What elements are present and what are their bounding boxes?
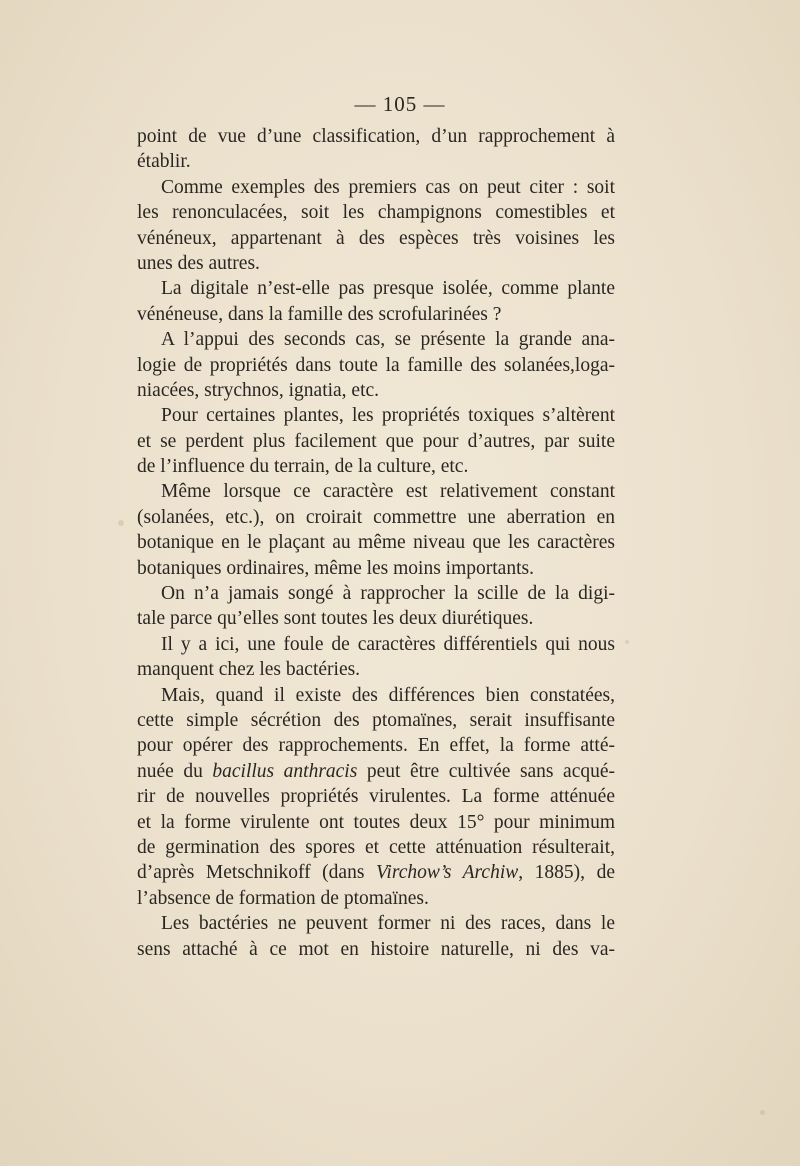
text-line: point de vue d’une classification, d’un rapprochement à <box>137 126 615 147</box>
text-line: (solanées, etc.), on croirait commettre une aberration en <box>137 506 615 528</box>
paper-spot <box>118 520 124 526</box>
text-segment: peut être cultivée sans acqué- <box>357 760 616 782</box>
italic-title: Virchow’s Archiw <box>375 862 519 884</box>
text-line: et se perdent plus facilement que pour d’autres, par suite <box>137 430 615 452</box>
text-line: pour opérer des rapprochements. En effet, la forme atté- <box>137 735 615 757</box>
text-line: botaniques ordinaires, même les moins importants. <box>137 557 534 579</box>
text-line: vénéneuse, dans la famille des scrofularinées ? <box>137 303 502 325</box>
text-line: botanique en le plaçant au même niveau que les caractères <box>137 532 615 554</box>
text-line: l’absence de formation de ptomaïnes. <box>137 887 429 909</box>
text-line: niacées, strychnos, ignatia, etc. <box>137 379 380 401</box>
text-line: Pour certaines plantes, les propriétés toxiques s’altèrent <box>161 405 615 427</box>
text-line: tale parce qu’elles sont toutes les deux diurétiques. <box>137 608 534 630</box>
italic-term: bacillus anthracis <box>212 760 358 782</box>
text-line: On n’a jamais songé à rapprocher la scille de la digi- <box>161 583 615 605</box>
text-segment: nuée du <box>137 760 213 782</box>
text-line: de germination des spores et cette atténuation résulterait, <box>137 836 615 858</box>
text-line: de l’influence du terrain, de la culture, etc. <box>137 456 469 478</box>
text-line: Les bactéries ne peuvent former ni des races, dans le <box>161 913 615 935</box>
text-line: établir. <box>137 151 191 173</box>
text-line: manquent chez les bactéries. <box>137 659 361 681</box>
text-line: logie de propriétés dans toute la famille des solanées,loga- <box>137 354 615 376</box>
text-line: sens attaché à ce mot en histoire naturelle, ni des va- <box>137 938 615 960</box>
text-segment: , 1885), de <box>518 862 615 884</box>
paper-spot <box>760 1110 765 1115</box>
text-line <box>137 860 615 885</box>
text-line: vénéneux, appartenant à des espèces très voisines les <box>137 227 615 249</box>
text-line: rir de nouvelles propriétés virulentes. La forme atténuée <box>137 786 615 808</box>
text-line: Mais, quand il existe des différences bien constatées, <box>161 684 615 706</box>
page-number: — 105 — <box>354 92 446 116</box>
text-line: unes des autres. <box>137 252 260 274</box>
text-line: A l’appui des seconds cas, se présente la grande ana- <box>161 329 615 351</box>
paper-spot <box>625 640 629 644</box>
body-text <box>137 124 615 962</box>
text-line: les renonculacées, soit les champignons comestibles et <box>137 202 615 224</box>
text-line: cette simple sécrétion des ptomaïnes, serait insuffisante <box>137 709 615 731</box>
text-segment: d’après Metschnikoff (dans <box>137 862 376 884</box>
text-line: Comme exemples des premiers cas on peut citer : soit <box>161 176 615 198</box>
text-line: Même lorsque ce caractère est relativement constant <box>161 481 615 503</box>
text-line <box>137 759 615 784</box>
text-line: La digitale n’est-elle pas presque isolée, comme plante <box>161 278 615 300</box>
text-line: Il y a ici, une foule de caractères différentiels qui nous <box>161 633 615 655</box>
text-line: et la forme virulente ont toutes deux 15° pour minimum <box>137 811 615 833</box>
